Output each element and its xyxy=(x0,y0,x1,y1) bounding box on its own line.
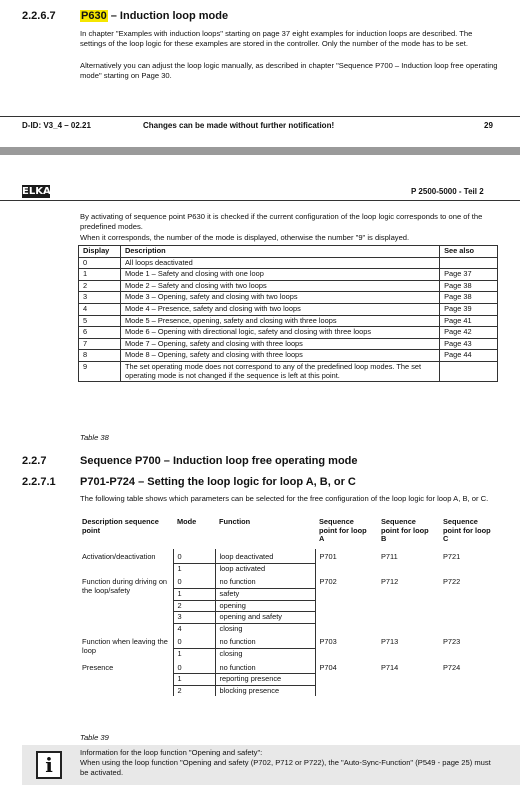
section-title xyxy=(80,10,228,22)
cell: 0 xyxy=(173,634,215,648)
cell: P722 xyxy=(443,577,461,587)
footer-rule xyxy=(0,116,520,117)
table-row xyxy=(79,361,498,381)
table-header-row xyxy=(79,246,498,258)
paragraph: By activating of sequence point P630 it is checked if the current configuration of the loop logic corresponds to one of the predefined modes. xyxy=(80,212,483,231)
cell: Mode 7 – Opening, safety and closing with three loops xyxy=(120,338,439,350)
section-title: P701-P724 – Setting the loop logic for loop A, B, or C xyxy=(80,476,356,488)
table-row xyxy=(79,257,498,269)
col-header: Display xyxy=(79,246,121,258)
col-header: Mode xyxy=(177,517,197,526)
cell: P714 xyxy=(381,662,399,672)
table-row xyxy=(79,327,498,339)
cell: 8 xyxy=(79,350,121,362)
cell: closing xyxy=(215,648,315,659)
cell: P723 xyxy=(443,637,461,647)
cell: 1 xyxy=(173,648,215,659)
cell: P703 xyxy=(319,637,337,647)
cell: 2 xyxy=(173,685,215,696)
table-38 xyxy=(78,245,498,382)
col-header: Sequence point for loop B xyxy=(381,517,429,544)
page-separator xyxy=(0,147,520,155)
col-header: Function xyxy=(219,517,251,526)
cell xyxy=(440,361,498,381)
cell: Mode 4 – Presence, safety and closing with two loops xyxy=(120,303,439,315)
cell: P724 xyxy=(443,662,461,672)
cell: 0 xyxy=(79,257,121,269)
cell: 1 xyxy=(79,269,121,281)
cell: 6 xyxy=(79,327,121,339)
paragraph: Alternatively you can adjust the loop logic manually, as described in chapter "Sequence P700 – Induction loop free operating mode" starting on Page 30. xyxy=(80,61,498,80)
cell: Function when leaving the loop xyxy=(82,637,168,655)
cell: P721 xyxy=(443,552,461,562)
cell: Mode 5 – Presence, opening, safety and closing with three loops xyxy=(120,315,439,327)
info-line: Information for the loop function "Opening and safety": xyxy=(80,748,263,757)
cell: Page 42 xyxy=(440,327,498,339)
table-row xyxy=(79,269,498,281)
cell: 7 xyxy=(79,338,121,350)
elka-logo: ELKA xyxy=(22,186,51,197)
cell: 0 xyxy=(173,549,215,563)
cell: Page 37 xyxy=(440,269,498,281)
cell: 1 xyxy=(173,674,215,686)
cell: 9 xyxy=(79,361,121,381)
cell: Mode 2 – Safety and closing with two loops xyxy=(120,280,439,292)
table-row xyxy=(78,660,500,674)
cell: Page 44 xyxy=(440,350,498,362)
cell: 3 xyxy=(79,292,121,304)
page-number: 29 xyxy=(484,121,493,130)
cell: P701 xyxy=(319,552,337,562)
table-row xyxy=(78,549,500,563)
col-header: Description xyxy=(120,246,439,258)
cell: closing xyxy=(215,623,315,634)
cell: no function xyxy=(215,660,315,674)
paragraph: The following table shows which parameters can be selected for the free configuration of the loop logic for loop A, B, or C. xyxy=(80,494,489,503)
cell: no function xyxy=(215,634,315,648)
section-title-rest: – Induction loop mode xyxy=(107,10,229,22)
footer-notice: Changes can be made without further notification! xyxy=(143,121,335,130)
table-row xyxy=(78,574,500,588)
cell: 1 xyxy=(173,588,215,600)
cell: safety xyxy=(215,588,315,600)
cell: P712 xyxy=(381,577,399,587)
section-title: Sequence P700 – Induction loop free operating mode xyxy=(80,455,358,467)
table-row xyxy=(79,338,498,350)
cell: Presence xyxy=(82,662,114,672)
section-number: 2.2.7.1 xyxy=(22,476,56,488)
cell: 3 xyxy=(173,612,215,624)
col-header: Description sequence point xyxy=(82,517,159,535)
cell: Function during driving on the loop/safety xyxy=(82,577,168,595)
cell: 4 xyxy=(79,303,121,315)
cell: 2 xyxy=(173,600,215,612)
cell: opening xyxy=(215,600,315,612)
cell: no function xyxy=(215,574,315,588)
paragraph: When it corresponds, the number of the mode is displayed, otherwise the number "9" is displayed. xyxy=(80,233,410,242)
header-rule xyxy=(0,200,520,201)
cell: Page 38 xyxy=(440,292,498,304)
table-header-row xyxy=(78,517,500,549)
cell: Page 38 xyxy=(440,280,498,292)
cell: Page 41 xyxy=(440,315,498,327)
cell: 0 xyxy=(173,574,215,588)
info-line: When using the loop function "Opening and safety (P702, P712 or P722), the "Auto-Sync-Function" (P549 - page 25) must be activated. xyxy=(80,758,491,777)
cell: loop activated xyxy=(215,563,315,574)
cell: Activation/deactivation xyxy=(82,552,156,562)
col-header: See also xyxy=(440,246,498,258)
cell: The set operating mode does not correspond to any of the predefined loop modes. The set operating mode is not changed if the sequence is left at this point. xyxy=(120,361,439,381)
cell: Mode 1 – Safety and closing with one loop xyxy=(120,269,439,281)
section-number: 2.2.6.7 xyxy=(22,10,56,22)
cell: 4 xyxy=(173,623,215,634)
paragraph: In chapter "Examples with induction loops" starting on page 37 eight examples for induction loops are described. The settings of the loop logic for these examples are stored in the controller. Only the number of the mode has to be set. xyxy=(80,29,473,48)
cell: opening and safety xyxy=(215,612,315,624)
col-header: Sequence point for loop C xyxy=(443,517,491,544)
cell: P702 xyxy=(319,577,337,587)
cell: 5 xyxy=(79,315,121,327)
cell: Mode 8 – Opening, safety and closing with three loops xyxy=(120,350,439,362)
cell: blocking presence xyxy=(215,685,315,696)
table-caption: Table 38 xyxy=(80,433,109,442)
table-row xyxy=(79,303,498,315)
cell: Page 43 xyxy=(440,338,498,350)
col-header: Sequence point for loop A xyxy=(319,517,367,544)
table-row xyxy=(78,634,500,648)
table-row xyxy=(79,315,498,327)
cell: 1 xyxy=(173,563,215,574)
cell: 0 xyxy=(173,660,215,674)
table-row xyxy=(79,280,498,292)
cell xyxy=(440,257,498,269)
table-row xyxy=(79,292,498,304)
cell: reporting presence xyxy=(215,674,315,686)
section-number: 2.2.7 xyxy=(22,455,47,467)
cell: P713 xyxy=(381,637,399,647)
cell: P711 xyxy=(381,552,398,562)
doc-id: D-ID: V3_4 – 02.21 xyxy=(22,121,91,130)
table-39 xyxy=(78,517,500,696)
cell: P704 xyxy=(319,662,337,672)
table-row xyxy=(79,350,498,362)
cell: 2 xyxy=(79,280,121,292)
info-icon: i xyxy=(36,751,62,779)
highlighted-term: P630 xyxy=(81,10,107,22)
cell: Mode 6 – Opening with directional logic, safety and closing with three loops xyxy=(120,327,439,339)
product-label: P 2500-5000 - Teil 2 xyxy=(411,187,484,196)
table-caption: Table 39 xyxy=(80,733,109,742)
cell: Mode 3 – Opening, safety and closing with two loops xyxy=(120,292,439,304)
cell: Page 39 xyxy=(440,303,498,315)
cell: All loops deactivated xyxy=(120,257,439,269)
cell: loop deactivated xyxy=(215,549,315,563)
